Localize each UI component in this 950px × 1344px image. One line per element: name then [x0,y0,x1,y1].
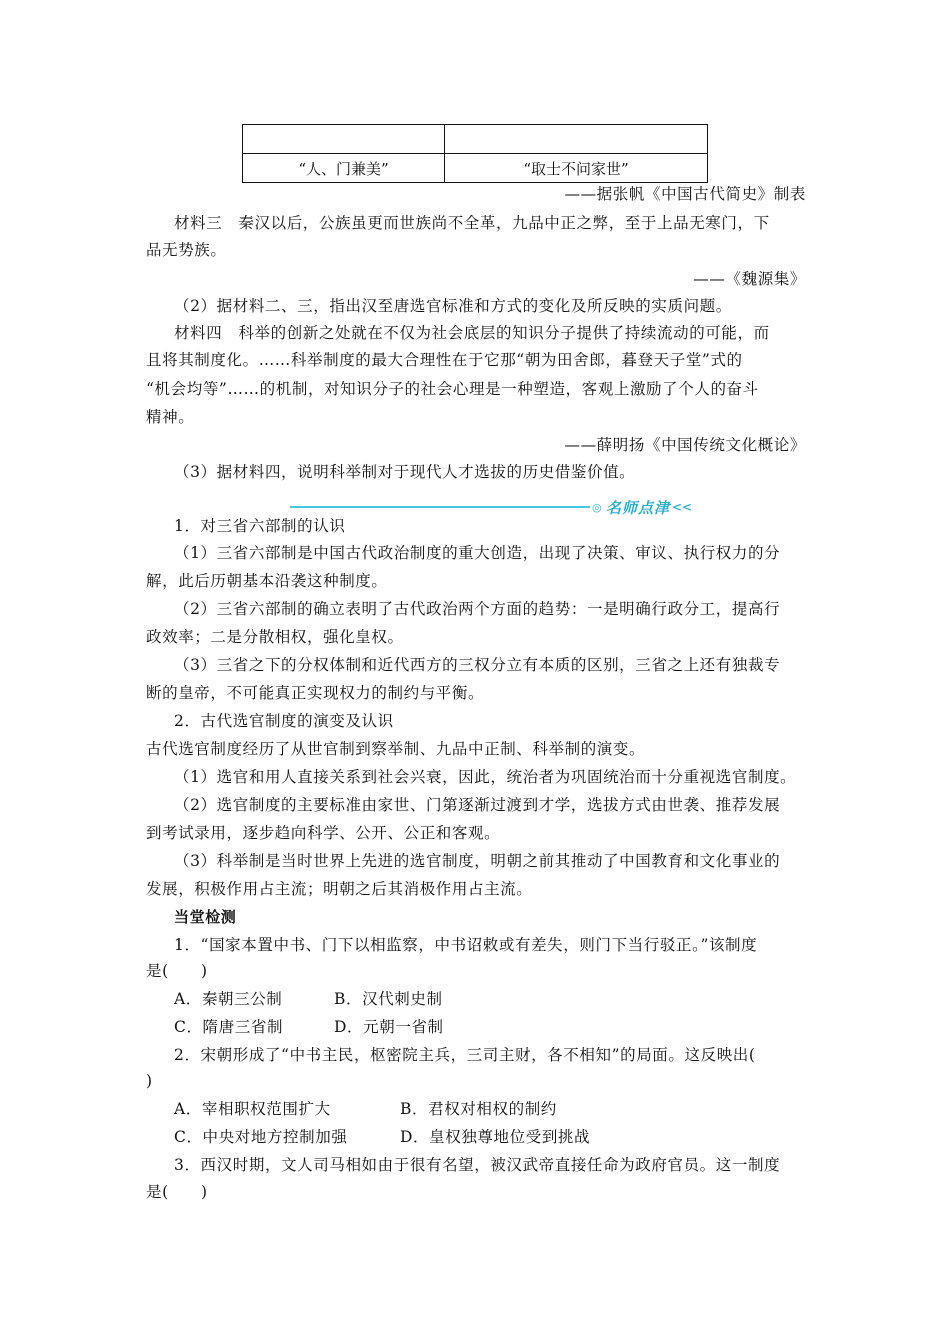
test-q1-line-2: 是( ) [146,962,208,980]
section-2-title: 2．古代选官制度的演变及认识 [174,712,394,730]
table-row [243,154,708,183]
banner-arrows-icon: << [672,500,693,514]
material-four-line-3: “机会均等”……的机制，对知识分子的社会心理是一种塑造，客观上激励了个人的奋斗 [146,380,759,398]
material-four-line-2: 且将其制度化。……科举制度的最大合理性在于它那“朝为田舍郎，暮登天子堂”式的 [146,351,743,369]
table-cell [243,125,445,154]
banner-rule [290,506,590,508]
section-2-p3-line-2: 发展，积极作用占主流；明朝之后其消极作用占主流。 [146,880,533,898]
table-row [243,125,708,154]
question-2: （2）据材料二、三，指出汉至唐选官标准和方式的变化及所反映的实质问题。 [174,297,732,315]
material-four-line-1: 材料四 科举的创新之处就在不仅为社会底层的知识分子提供了持续流动的可能，而 [174,324,770,342]
test-q1-option-c: C．隋唐三省制 [174,1018,284,1036]
test-q2-option-c: C．中央对地方控制加强 [174,1128,348,1146]
section-1-title: 1．对三省六部制的认识 [174,517,346,535]
section-1-p3-line-1: （3）三省之下的分权体制和近代西方的三权分立有本质的区别，三省之上还有独裁专 [174,656,781,674]
test-q2-line-1: 2．宋朝形成了“中书主民，枢密院主兵，三司主财，各不相知”的局面。这反映出( [174,1046,756,1064]
table-cell: “人、门兼美” [243,154,445,183]
test-q3-line-2: 是( ) [146,1183,208,1201]
question-3: （3）据材料四，说明科举制对于现代人才选拔的历史借鉴价值。 [174,463,636,481]
test-q3-line-1: 3．西汉时期，文人司马相如由于很有名望，被汉武帝直接任命为政府官员。这一制度 [174,1156,781,1174]
table-source: ——据张帆《中国古代简史》制表 [564,185,806,203]
section-1-p3-line-2: 断的皇帝，不可能真正实现权力的制约与平衡。 [146,684,485,702]
test-q1-option-b: B．汉代刺史制 [334,990,443,1008]
banner-title: 名师点津 [606,499,671,517]
test-q2-option-d: D．皇权独尊地位受到挑战 [400,1128,591,1146]
table-cell: “取士不问家世” [445,154,708,183]
material-three-line-2: 品无势族。 [146,241,227,259]
section-1-p1-line-1: （1）三省六部制是中国古代政治制度的重大创造，出现了决策、审议、执行权力的分 [174,544,781,562]
test-q1-line-1: 1．“国家本置中书、门下以相监察，中书诏敕或有差失，则门下当行驳正。”该制度 [174,936,758,954]
section-1-p1-line-2: 解，此后历朝基本沿袭这种制度。 [146,572,388,590]
section-2-intro: 古代选官制度经历了从世官制到察举制、九品中正制、科举制的演变。 [146,740,646,758]
section-2-p3-line-1: （3）科举制是当时世界上先进的选官制度，明朝之前其推动了中国教育和文化事业的 [174,852,781,870]
section-2-p1: （1）选官和用人直接关系到社会兴衰，因此，统治者为巩固统治而十分重视选官制度。 [174,768,797,786]
section-2-p2-line-2: 到考试录用，逐步趋向科学、公开、公正和客观。 [146,824,501,842]
banner-dot-icon: ◎ [592,501,602,514]
section-2-p2-line-1: （2）选官制度的主要标准由家世、门第逐渐过渡到才学，选拔方式由世袭、推荐发展 [174,796,781,814]
test-heading: 当堂检测 [174,908,237,926]
material-three-line-1: 材料三 秦汉以后，公族虽更而世族尚不全革，九品中正之弊，至于上品无寒门，下 [174,214,770,232]
material-four-line-4: 精神。 [146,408,195,426]
section-1-p2-line-1: （2）三省六部制的确立表明了古代政治两个方面的趋势：一是明确行政分工，提高行 [174,600,781,618]
table-cell [445,125,708,154]
material-four-source: ——薛明扬《中国传统文化概论》 [564,436,806,454]
test-q1-option-d: D．元朝一省制 [334,1018,444,1036]
test-q2-option-b: B．君权对相权的制约 [400,1100,557,1118]
section-1-p2-line-2: 政效率；二是分散相权，强化皇权。 [146,628,404,646]
test-q2-option-a: A．宰相职权范围扩大 [174,1100,331,1118]
comparison-table [242,124,708,183]
test-q1-option-a: A．秦朝三公制 [174,990,283,1008]
material-three-source: ——《魏源集》 [693,270,806,288]
section-banner [290,499,710,517]
test-q2-line-2: ) [146,1072,153,1090]
